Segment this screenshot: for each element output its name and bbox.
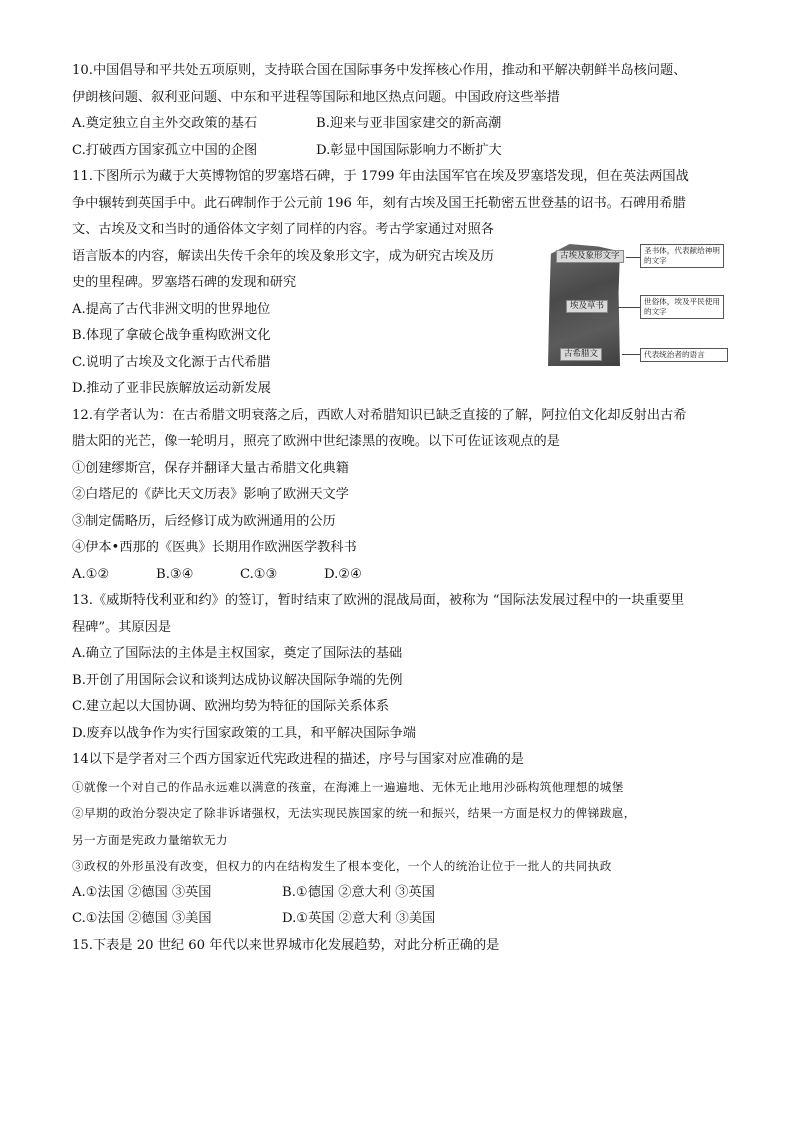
question-11-stem-line-1: 11.下图所示为藏于大英博物馆的罗塞塔石碑，于 1799 年由法国军官在埃及罗塞塔发现，但在英法两国战 xyxy=(72,169,689,184)
option-c[interactable]: C.①③ xyxy=(240,566,278,582)
option-b[interactable]: B.开创了用国际会议和谈判达成协议解决国际争端的先例 xyxy=(72,672,403,688)
question-12-item-3: ③制定儒略历，后经修订成为欧洲通用的公历 xyxy=(72,513,336,529)
option-c[interactable]: C.①法国 ②德国 ③美国 xyxy=(72,911,212,926)
connector-line xyxy=(618,307,640,308)
callout-demotic: 世俗体，埃及平民使用的文字 xyxy=(640,295,724,319)
option-c[interactable]: C.打破西方国家孤立中国的企图 xyxy=(72,142,258,158)
question-11-stem-line-4: 语言版本的内容，解读出失传千余年的埃及象形文字，成为研究古埃及历 xyxy=(72,248,494,264)
option-a[interactable]: A.提高了古代非洲文明的世界地位 xyxy=(72,301,271,317)
question-12 xyxy=(72,403,732,589)
option-a[interactable]: A.①法国 ②德国 ③英国 xyxy=(72,884,212,900)
option-b[interactable]: B.①德国 ②意大利 ③英国 xyxy=(282,884,435,900)
question-13-stem-line-1: 13.《威斯特伐利亚和约》的签订，暂时结束了欧洲的混战局面，被称为 “国际法发展过程中的一块重要里 xyxy=(72,593,685,608)
question-14-stem: 14以下是学者对三个西方国家近代宪政进程的描述，序号与国家对应准确的是 xyxy=(72,752,524,767)
question-15 xyxy=(72,933,732,960)
question-13 xyxy=(72,588,732,747)
question-10-stem-line-1: 10.中国倡导和平共处五项原则，支持联合国在国际事务中发挥核心作用，推动和平解决朝鲜半岛核问题、 xyxy=(72,63,687,78)
callout-greek: 代表统治者的语言 xyxy=(640,348,728,362)
question-12-item-2: ②白塔尼的《萨比天文历表》影响了欧洲天文学 xyxy=(72,487,349,502)
question-14-options-row-1 xyxy=(72,880,732,907)
question-14-quote-1: ①就像一个对自己的作品永远难以满意的孩童，在海滩上一遍遍地、无休无止地用沙砾构筑他理想的城堡 xyxy=(72,779,624,794)
option-b[interactable]: B.③④ xyxy=(156,566,194,582)
option-d[interactable]: D.①英国 ②意大利 ③美国 xyxy=(282,911,436,926)
option-c[interactable]: C.说明了古埃及文化源于古代希腊 xyxy=(72,354,271,370)
question-12-stem-line-2: 腊太阳的光芒，像一轮明月，照亮了欧洲中世纪漆黑的夜晚。以下可佐证该观点的是 xyxy=(72,434,560,449)
rosetta-stone-figure xyxy=(542,240,724,372)
option-d[interactable]: D.废弃以战争作为实行国家政策的工具，和平解决国际争端 xyxy=(72,725,416,741)
option-a[interactable]: A.确立了国际法的主体是主权国家，奠定了国际法的基础 xyxy=(72,646,403,661)
option-b[interactable]: B.迎来与亚非国家建交的新高潮 xyxy=(316,116,502,131)
question-14-quote-3: ③政权的外形虽没有改变，但权力的内在结构发生了根本变化，一个人的统治让位于一批人的共同执政 xyxy=(72,859,612,873)
option-a[interactable]: A.奠定独立自主外交政策的基石 xyxy=(72,116,258,131)
label-demotic: 埃及草书 xyxy=(566,300,608,313)
option-d[interactable]: D.推动了亚非民族解放运动新发展 xyxy=(72,381,271,396)
label-greek: 古希腊文 xyxy=(560,348,602,361)
question-11-stem-line-2: 争中辗转到英国手中。此石碑制作于公元前 196 年，刻有古埃及国王托勒密五世登基的诏书。石碑用希腊 xyxy=(72,195,686,211)
question-12-stem-line-1: 12.有学者认为：在古希腊文明衰落之后，西欧人对希腊知识已缺乏直接的了解，阿拉伯文化却反射出古希 xyxy=(72,407,687,423)
question-15-stem: 15.下表是 20 世纪 60 年代以来世界城市化发展趋势，对此分析正确的是 xyxy=(72,937,500,953)
question-10 xyxy=(72,58,732,164)
question-14-quote-2: ②早期的政治分裂决定了除非诉诸强权，无法实现民族国家的统一和振兴，结果一方面是权力的俾锑跋扈， xyxy=(72,806,636,820)
question-11-stem-line-3: 文、古埃及文和当时的通俗体文字刻了同样的内容。考古学家通过对照各 xyxy=(72,222,494,237)
option-d[interactable]: D.彰显中国国际影响力不断扩大 xyxy=(316,142,502,158)
connector-line xyxy=(622,354,640,355)
question-14 xyxy=(72,747,732,933)
question-10-options-row-1 xyxy=(72,111,732,138)
question-12-options-row xyxy=(72,562,732,589)
option-c[interactable]: C.建立起以大国协调、欧洲均势为特征的国际关系体系 xyxy=(72,699,390,714)
question-12-item-4: ④伊本•西那的《医典》长期用作欧洲医学教科书 xyxy=(72,540,357,555)
question-10-stem-line-2: 伊朗核问题、叙利亚问题、中东和平进程等国际和地区热点问题。中国政府这些举措 xyxy=(72,89,560,105)
question-14-quote-2-cont: 另一方面是宪政力量缩软无力 xyxy=(72,832,228,847)
question-13-stem-line-2: 程碑”。其原因是 xyxy=(72,619,172,635)
question-11 xyxy=(72,164,732,403)
connector-line xyxy=(626,257,640,258)
exam-page xyxy=(72,58,732,959)
question-10-options-row-2 xyxy=(72,138,732,165)
question-14-options-row-2 xyxy=(72,906,732,933)
option-a[interactable]: A.①② xyxy=(72,566,110,582)
option-d[interactable]: D.②④ xyxy=(324,566,362,582)
callout-hieroglyphs: 圣书体，代表献给神明的文字 xyxy=(640,244,724,268)
question-12-item-1: ①创建缪斯宫，保存并翻译大量古希腊文化典籍 xyxy=(72,460,349,476)
label-hieroglyphs: 古埃及象形文字 xyxy=(556,250,624,263)
question-11-stem-line-5: 史的里程碑。罗塞塔石碑的发现和研究 xyxy=(72,275,297,290)
option-b[interactable]: B.体现了拿破仑战争重构欧洲文化 xyxy=(72,328,271,343)
